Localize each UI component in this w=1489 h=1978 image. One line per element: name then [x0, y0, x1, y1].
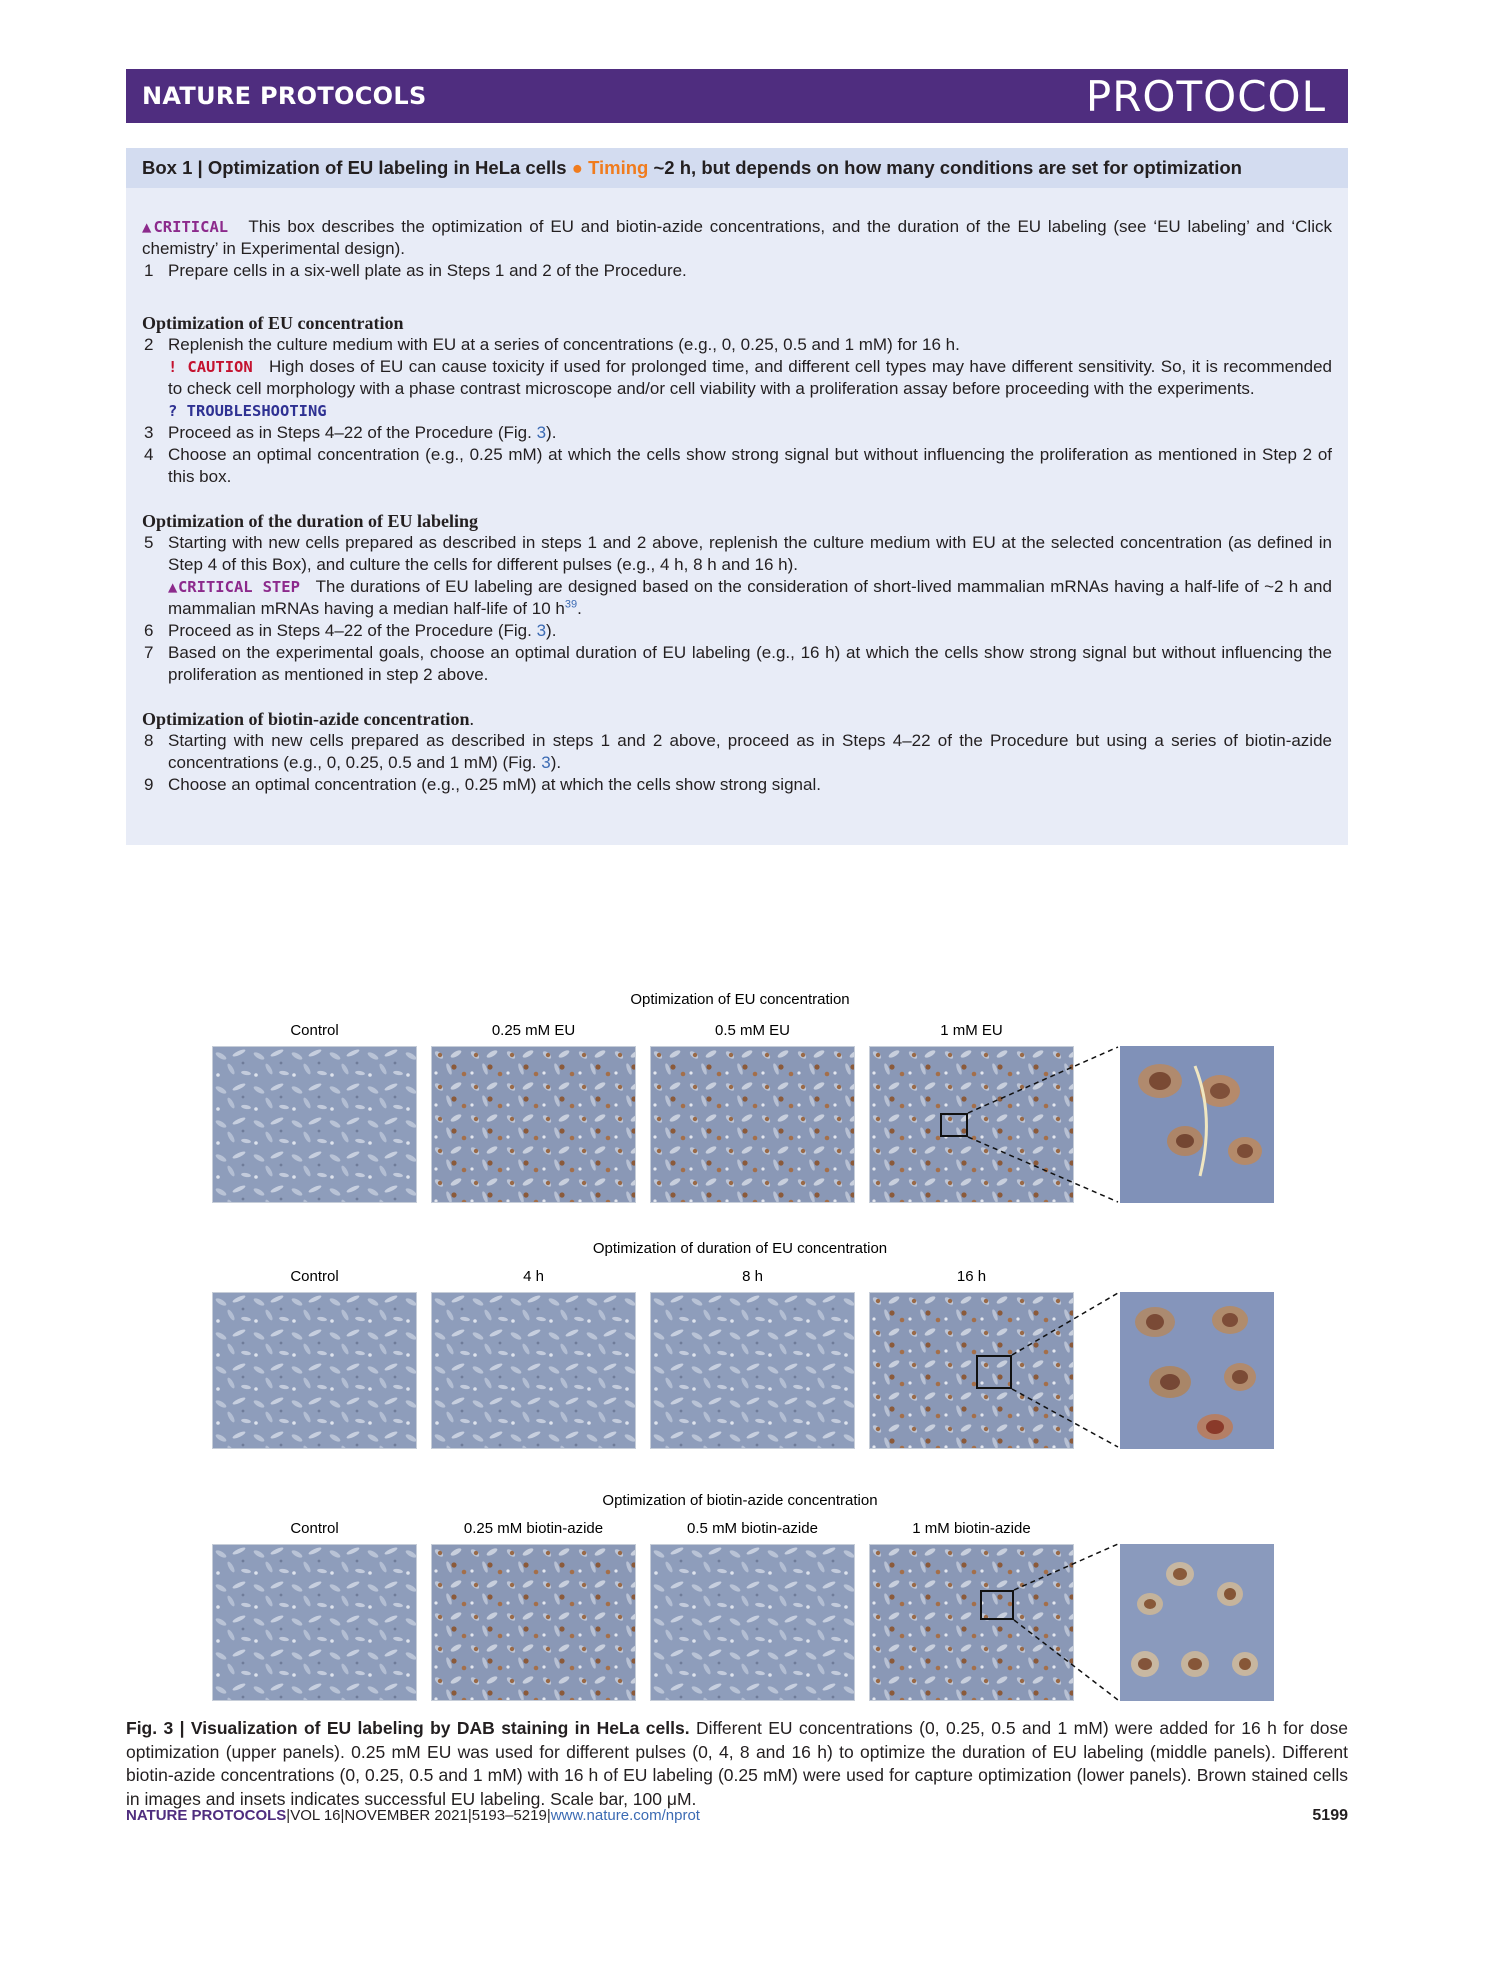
troubleshooting-link[interactable]: ? TROUBLESHOOTING: [168, 402, 327, 420]
step-4: [142, 444, 1332, 488]
step-number: 7: [144, 643, 154, 662]
micrograph-panel: [431, 1544, 636, 1701]
step-1: [142, 260, 1332, 282]
section-title-eu-duration: Optimization of the duration of EU labeling: [142, 511, 479, 531]
figure-reference-link[interactable]: 3: [536, 621, 547, 640]
panel-label: 0.5 mM biotin-azide: [687, 1520, 818, 1537]
critical-text: This box describes the optimization of EU and biotin-azide concentrations, and the duration of the EU labeling (see ‘EU labeling’ and ‘Click chemistry’ in Experimental design).: [142, 217, 1332, 258]
step-5: 5 Starting with new cells prepared as described in steps 1 and 2 above, replenish the culture medium with EU at the selected concentration (as defined in Step 4 of this Box), and culture the cells for different pulses (e.g., 4 h, 8 h and 16 h). ▲CRITICAL STEP The durations of EU labeling are designed based on the consideration of short-lived mammalian mRNAs having a half-life of ~2 h and mammalian mRNAs having a median half-life of 10 h$^{39}$.: [144, 533, 1332, 618]
citation-link[interactable]: 39: [564, 598, 578, 611]
step-text: Proceed as in Steps 4–22 of the Procedure (Fig.: [168, 621, 532, 640]
journal-header: [126, 69, 1348, 123]
journal-name: NATURE PROTOCOLS: [142, 82, 427, 110]
step-8: 8 Starting with new cells prepared as described in steps 1 and 2 above, proceed as in Steps 4–22 of the Procedure but using a series of biotin-azide concentrations (e.g., 0, 0.25, 0.5 and 1 mM) (Fig. 3).: [144, 731, 1332, 772]
caution-label: ! CAUTION: [168, 358, 253, 376]
section-title-biotin-azide: Optimization of biotin-azide concentration.: [142, 709, 474, 729]
step-number: 8: [144, 731, 154, 750]
panel-label: 1 mM EU: [940, 1022, 1003, 1039]
panel-label: 0.5 mM EU: [714, 1022, 790, 1039]
figure-reference-link[interactable]: 3: [536, 423, 547, 442]
figure-caption: [126, 1717, 1348, 1811]
step-9: [142, 774, 1332, 796]
critical-note: [142, 216, 1332, 260]
step-number: 9: [144, 775, 154, 794]
box-title-bar: [126, 148, 1348, 188]
step-6: 6 Proceed as in Steps 4–22 of the Procedure (Fig. 3).: [144, 621, 557, 640]
micrograph-panel: [431, 1046, 636, 1203]
caption-label: Fig. 3 | Visualization of EU labeling by DAB staining in HeLa cells.: [126, 1718, 690, 1738]
page-number: 5199: [1312, 1807, 1348, 1824]
micrograph-panel: [869, 1292, 1074, 1449]
step-text: Choose an optimal concentration (e.g., 0.25 mM) at which the cells show strong signal but without influencing the proliferation as mentioned in Step 2 of this box.: [168, 445, 1332, 486]
step-number: 4: [144, 445, 154, 464]
box-1: [126, 148, 1348, 845]
step-number: 2: [144, 335, 154, 354]
caution-text: High doses of EU can cause toxicity if used for prolonged time, and different cell types may have different sensitivity. So, it is recommended to check cell morphology with a phase contrast microscope and/or cell viability with a proliferation assay before proceeding with the experiments.: [168, 357, 1332, 398]
step-number: 6: [144, 621, 154, 640]
row-2-title: Optimization of duration of EU concentration: [592, 1240, 888, 1257]
critical-label: ▲CRITICAL: [142, 218, 229, 236]
box-title: [142, 157, 1242, 179]
micrograph-panel: [212, 1046, 417, 1203]
timing-text: ~2 h, but depends on how many conditions are set for optimization: [653, 157, 1242, 178]
panel-label: Control: [290, 1268, 339, 1285]
panel-label: 0.25 mM biotin-azide: [463, 1520, 604, 1537]
figure-reference-link[interactable]: 3: [541, 753, 551, 772]
footer-date: NOVEMBER 2021: [344, 1807, 468, 1824]
box-label: Box 1 | Optimization of EU labeling in HeLa cells: [142, 157, 567, 178]
step-number: 3: [144, 423, 154, 442]
zoom-marker: [980, 1590, 1014, 1620]
timing-label: Timing: [588, 157, 649, 178]
panel-label: 0.25 mM EU: [491, 1022, 576, 1039]
row-1-title: Optimization of EU concentration: [630, 991, 850, 1008]
step-text: Starting with new cells prepared as described in steps 1 and 2 above, replenish the culture medium with EU at the selected concentration (as defined in Step 4 of this Box), and culture the cells for different pulses (e.g., 4 h, 8 h and 16 h).: [168, 533, 1332, 574]
panel-label: 8 h: [742, 1268, 763, 1285]
step-text: Based on the experimental goals, choose an optimal duration of EU labeling (e.g., 16 h) at which the cells show strong signal but without influencing the proliferation as mentioned in step 2 above.: [168, 643, 1332, 684]
step-text: Starting with new cells prepared as described in steps 1 and 2 above, proceed as in Steps 4–22 of the Procedure but using a series of biotin-azide concentrations (e.g., 0, 0.25, 0.5 and 1 mM) (Fig.: [168, 731, 1332, 772]
footer-journal: NATURE PROTOCOLS: [126, 1807, 287, 1824]
step-3: 3 Proceed as in Steps 4–22 of the Procedure (Fig. 3).: [144, 423, 557, 442]
zoom-inset: [1120, 1046, 1274, 1203]
step-number: 1: [144, 261, 154, 280]
micrograph-panel: [869, 1046, 1074, 1203]
step-text: Choose an optimal concentration (e.g., 0.25 mM) at which the cells show strong signal.: [168, 775, 821, 794]
step-text: Proceed as in Steps 4–22 of the Procedure (Fig.: [168, 423, 532, 442]
micrograph-panel: [650, 1292, 855, 1449]
row-3-title: Optimization of biotin-azide concentration: [602, 1492, 878, 1509]
micrograph-panel: [431, 1292, 636, 1449]
critical-step-label: ▲CRITICAL STEP: [168, 578, 300, 596]
critical-step-text: The durations of EU labeling are designed based on the consideration of short-lived mammalian mRNAs having a half-life of ~2 h and mammalian mRNAs having a median half-life of 10 h: [168, 577, 1332, 618]
step-2: [142, 334, 1332, 422]
caption-text: Different EU concentrations (0, 0.25, 0.5 and 1 mM) were added for 16 h for dose optimization (upper panels). 0.25 mM EU was used for different pulses (0, 4, 8 and 16 h) to optimize the duration of EU labeling (middle panels). Different biotin-azide concentrations (0, 0.25, 0.5 and 1 mM) with 16 h of EU labeling (0.25 mM) were used for capture optimization (lower panels). Brown stained cells in images and insets indicates successful EU labeling. Scale bar, 100 μM.: [126, 1718, 1348, 1809]
step-7: [142, 642, 1332, 686]
panel-label: Control: [290, 1022, 339, 1039]
footer-pages: 5193–5219: [471, 1807, 547, 1824]
page-footer: NATURE PROTOCOLS|VOL 16|NOVEMBER 2021|5193–5219|www.nature.com/nprot 5199: [126, 1807, 1348, 1824]
section-title-eu-concentration: Optimization of EU concentration: [142, 313, 404, 333]
panel-label: 1 mM biotin-azide: [912, 1520, 1031, 1537]
step-text: Replenish the culture medium with EU at a series of concentrations (e.g., 0, 0.25, 0.5 and 1 mM) for 16 h.: [168, 335, 960, 354]
zoom-marker: [940, 1113, 968, 1137]
zoom-marker: [976, 1355, 1012, 1389]
step-number: 5: [144, 533, 154, 552]
timing-dot-icon: ●: [571, 157, 583, 178]
step-text: Prepare cells in a six-well plate as in Steps 1 and 2 of the Procedure.: [168, 261, 687, 280]
micrograph-panel: [212, 1292, 417, 1449]
panel-label: 16 h: [956, 1268, 987, 1285]
box-content: [142, 216, 1332, 796]
micrograph-panel: [869, 1544, 1074, 1701]
micrograph-panel: [650, 1544, 855, 1701]
micrograph-panel: [212, 1544, 417, 1701]
zoom-inset: [1120, 1544, 1274, 1701]
article-type: PROTOCOL: [1085, 72, 1326, 121]
footer-url-link[interactable]: www.nature.com/nprot: [550, 1807, 700, 1824]
micrograph-panel: [650, 1046, 855, 1203]
panel-label: 4 h: [523, 1268, 544, 1285]
zoom-inset: [1120, 1292, 1274, 1449]
panel-label: Control: [290, 1520, 339, 1537]
footer-volume: VOL 16: [290, 1807, 341, 1824]
